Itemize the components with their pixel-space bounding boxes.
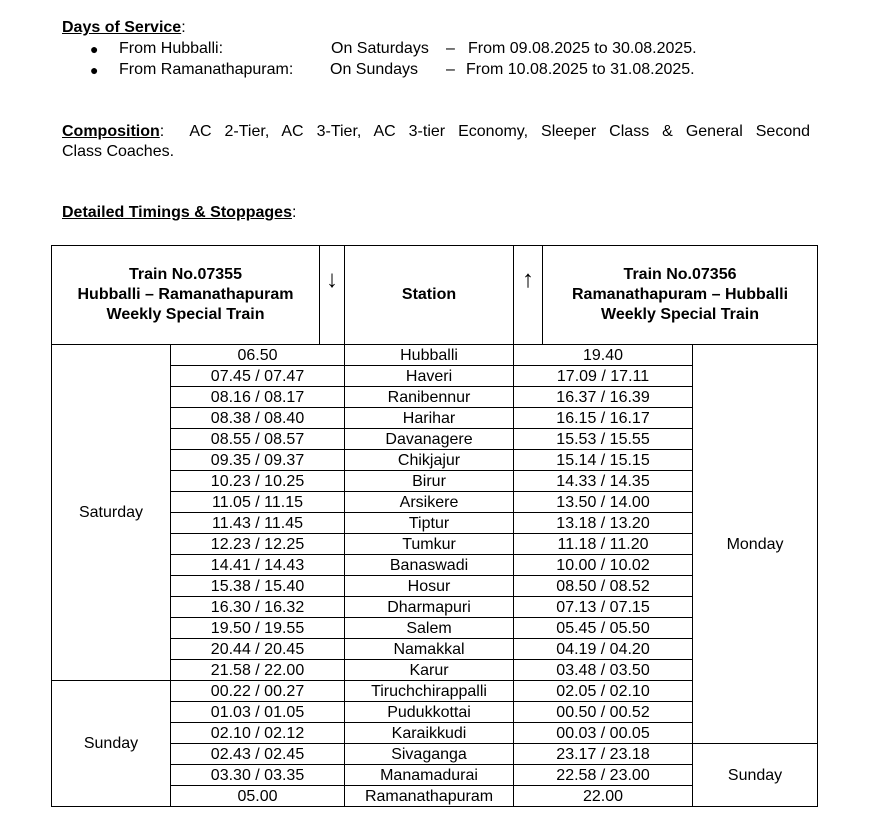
down-time: 11.05 / 11.15 bbox=[171, 492, 345, 513]
bullet-icon: ● bbox=[90, 41, 99, 57]
station-name: Dharmapuri bbox=[345, 597, 514, 618]
down-time: 16.30 / 16.32 bbox=[171, 597, 345, 618]
up-time: 16.15 / 16.17 bbox=[514, 408, 693, 429]
up-time: 19.40 bbox=[514, 345, 693, 366]
composition-line1: Composition: AC 2-Tier, AC 3-Tier, AC 3-tier Economy, Sleeper Class & General Second bbox=[62, 123, 811, 140]
down-time: 08.55 / 08.57 bbox=[171, 429, 345, 450]
station-name: Arsikere bbox=[345, 492, 514, 513]
up-time: 13.18 / 13.20 bbox=[514, 513, 693, 534]
down-time: 09.35 / 09.37 bbox=[171, 450, 345, 471]
up-time: 15.14 / 15.15 bbox=[514, 450, 693, 471]
left-train-header: Train No.07355 Hubballi – Ramanathapuram Weekly Special Train bbox=[52, 246, 320, 345]
down-time: 19.50 / 19.55 bbox=[171, 618, 345, 639]
station-name: Banaswadi bbox=[345, 555, 514, 576]
up-time: 00.03 / 00.05 bbox=[514, 723, 693, 744]
bullet-icon: ● bbox=[90, 62, 99, 78]
station-name: Hosur bbox=[345, 576, 514, 597]
station-name: Haveri bbox=[345, 366, 514, 387]
up-time: 11.18 / 11.20 bbox=[514, 534, 693, 555]
down-time: 02.43 / 02.45 bbox=[171, 744, 345, 765]
up-time: 08.50 / 08.52 bbox=[514, 576, 693, 597]
down-time: 00.22 / 00.27 bbox=[171, 681, 345, 702]
down-time: 06.50 bbox=[171, 345, 345, 366]
down-arrow-icon: ↓ bbox=[320, 246, 345, 345]
service-from-ramanathapuram: From Ramanathapuram: bbox=[119, 61, 294, 78]
service-day-sundays: On Sundays bbox=[330, 61, 419, 78]
up-time: 10.00 / 10.02 bbox=[514, 555, 693, 576]
up-time: 05.45 / 05.50 bbox=[514, 618, 693, 639]
station-name: Manamadurai bbox=[345, 765, 514, 786]
up-time: 04.19 / 04.20 bbox=[514, 639, 693, 660]
station-name: Tumkur bbox=[345, 534, 514, 555]
down-time: 21.58 / 22.00 bbox=[171, 660, 345, 681]
up-time: 02.05 / 02.10 bbox=[514, 681, 693, 702]
down-time: 05.00 bbox=[171, 786, 345, 807]
station-name: Pudukkottai bbox=[345, 702, 514, 723]
station-name: Harihar bbox=[345, 408, 514, 429]
up-arrow-icon: ↑ bbox=[514, 246, 543, 345]
right-train-header: Train No.07356 Ramanathapuram – Hubballi Weekly Special Train bbox=[543, 246, 818, 345]
down-time: 01.03 / 01.05 bbox=[171, 702, 345, 723]
up-time: 14.33 / 14.35 bbox=[514, 471, 693, 492]
station-name: Ramanathapuram bbox=[345, 786, 514, 807]
down-time: 11.43 / 11.45 bbox=[171, 513, 345, 534]
timetable bbox=[51, 245, 818, 807]
left-day-saturday: Saturday bbox=[52, 345, 171, 681]
station-name: Sivaganga bbox=[345, 744, 514, 765]
left-day-sunday: Sunday bbox=[52, 681, 171, 807]
service-dash: – bbox=[446, 40, 455, 57]
up-time: 07.13 / 07.15 bbox=[514, 597, 693, 618]
station-name: Karaikkudi bbox=[345, 723, 514, 744]
days-of-service-heading: Days of Service: bbox=[62, 19, 186, 36]
up-time: 22.00 bbox=[514, 786, 693, 807]
station-name: Namakkal bbox=[345, 639, 514, 660]
down-time: 08.16 / 08.17 bbox=[171, 387, 345, 408]
right-day-monday: Monday bbox=[693, 345, 818, 744]
station-name: Chikjajur bbox=[345, 450, 514, 471]
down-time: 12.23 / 12.25 bbox=[171, 534, 345, 555]
down-time: 07.45 / 07.47 bbox=[171, 366, 345, 387]
station-name: Ranibennur bbox=[345, 387, 514, 408]
service-from-hubballi: From Hubballi: bbox=[119, 40, 224, 57]
composition-heading: Composition bbox=[62, 123, 160, 140]
station-name: Salem bbox=[345, 618, 514, 639]
station-name: Birur bbox=[345, 471, 514, 492]
up-time: 22.58 / 23.00 bbox=[514, 765, 693, 786]
down-time: 20.44 / 20.45 bbox=[171, 639, 345, 660]
station-header: Station bbox=[345, 246, 514, 345]
up-time: 16.37 / 16.39 bbox=[514, 387, 693, 408]
service-dash: – bbox=[446, 61, 455, 78]
up-time: 00.50 / 00.52 bbox=[514, 702, 693, 723]
table-row bbox=[52, 345, 818, 366]
up-time: 03.48 / 03.50 bbox=[514, 660, 693, 681]
station-name: Tiptur bbox=[345, 513, 514, 534]
down-time: 02.10 / 02.12 bbox=[171, 723, 345, 744]
up-time: 15.53 / 15.55 bbox=[514, 429, 693, 450]
service-day-saturdays: On Saturdays bbox=[331, 40, 429, 57]
down-time: 08.38 / 08.40 bbox=[171, 408, 345, 429]
service-range-hubballi: From 09.08.2025 to 30.08.2025. bbox=[468, 40, 697, 57]
station-name: Tiruchchirappalli bbox=[345, 681, 514, 702]
timings-heading: Detailed Timings & Stoppages: bbox=[62, 204, 297, 221]
up-time: 17.09 / 17.11 bbox=[514, 366, 693, 387]
composition-line2: Class Coaches. bbox=[62, 143, 175, 160]
down-time: 14.41 / 14.43 bbox=[171, 555, 345, 576]
service-range-ramanathapuram: From 10.08.2025 to 31.08.2025. bbox=[466, 61, 695, 78]
table-header-row bbox=[52, 246, 818, 345]
down-time: 15.38 / 15.40 bbox=[171, 576, 345, 597]
up-time: 13.50 / 14.00 bbox=[514, 492, 693, 513]
station-name: Hubballi bbox=[345, 345, 514, 366]
right-day-sunday: Sunday bbox=[693, 744, 818, 807]
station-name: Davanagere bbox=[345, 429, 514, 450]
up-time: 23.17 / 23.18 bbox=[514, 744, 693, 765]
station-name: Karur bbox=[345, 660, 514, 681]
down-time: 03.30 / 03.35 bbox=[171, 765, 345, 786]
down-time: 10.23 / 10.25 bbox=[171, 471, 345, 492]
